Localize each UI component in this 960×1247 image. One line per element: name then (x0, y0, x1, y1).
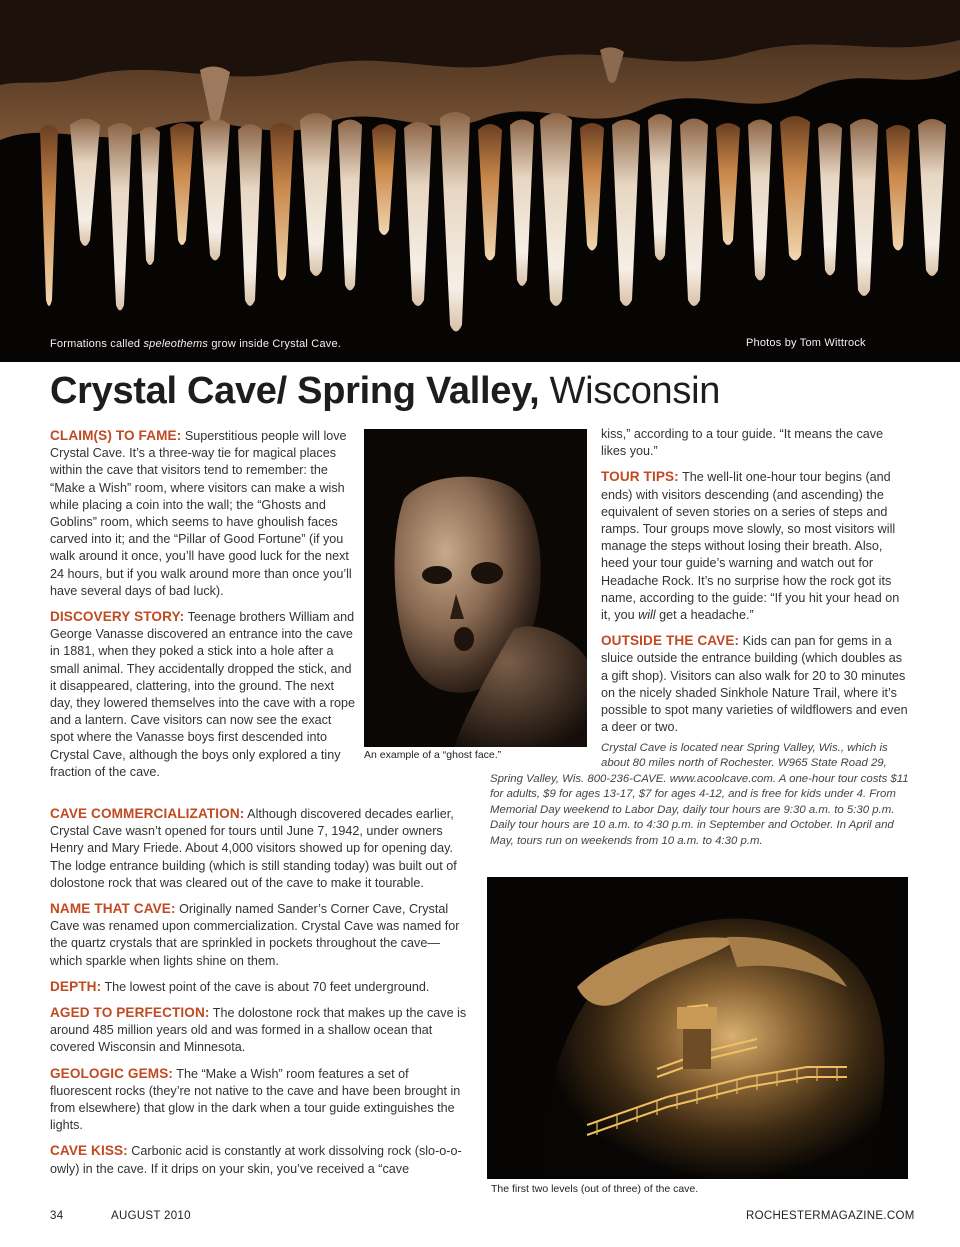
left-column-top (50, 427, 358, 789)
issue-date: AUGUST 2010 (111, 1210, 191, 1222)
website: ROCHESTERMAGAZINE.COM (746, 1210, 915, 1222)
outside-paragraph: OUTSIDE THE CAVE: Kids can pan for gems in a sluice outside the entrance building (which doubles as a gift shop). Visitors can also walk for 20 to 30 minutes on the nicely shaded Sinkhole Nature Trail, where it’s possible to spot many varieties of wildflowers and even a deer or two. (601, 633, 908, 735)
discovery-paragraph: DISCOVERY STORY: Teenage brothers William and George Vanasse discovered an entrance into the cave in 1881, when they poked a stick into a hole after a small animal. They accidentally dropped the stick, and it disappeared, clattering, into the ground. The next day, they lowered themselves into the cave with a rope and a lantern. Cave visitors can now see the exact spot where the Vanasse boys first descended into Crystal Cave, although the boys only explored a tiny fraction of the cave. (50, 609, 355, 779)
right-column (601, 426, 911, 744)
left-column-bottom (50, 805, 470, 1186)
page-number: 34 (50, 1210, 64, 1222)
cave-levels-photo (487, 877, 908, 1179)
kiss-paragraph: CAVE KISS: Carbonic acid is constantly at work dissolving rock (slo-o-o-owly) in the cave. If it drips on your skin, you’ve received a “cave (50, 1143, 462, 1176)
stalactites-image (0, 0, 960, 362)
depth-paragraph: DEPTH: The lowest point of the cave is about 70 feet underground. (50, 978, 430, 994)
info-block-line1: Crystal Cave is located near Spring Valley, Wis., which is about 80 miles north of Rochester. W965 State Road 29, (601, 742, 888, 770)
cave-levels-image (487, 877, 908, 1179)
article-title: Crystal Cave/ Spring Valley, Wisconsin (50, 370, 721, 412)
commercial-paragraph: CAVE COMMERCIALIZATION: Although discovered decades earlier, Crystal Cave wasn’t opened for tours until June 7, 1942, under owners Henry and Mary Friede. About 4,000 visitors showed up for opening day. The lodge entrance building (which is still standing today) was built out of dolostone rock that was cleared out of the cave to make it tourable. (50, 806, 457, 890)
ghost-face-caption: An example of a “ghost face.” (364, 749, 502, 761)
kiss-continued-paragraph: kiss,” according to a tour guide. “It means the cave likes you.” (601, 427, 884, 459)
name-paragraph: NAME THAT CAVE: Originally named Sander’s Corner Cave, Crystal Cave was renamed upon commercialization. Crystal Cave was named for the quartz crystals that are sprinkled in pockets throughout the cave—which sparkle when lights shine on them. (50, 901, 460, 968)
gems-paragraph: GEOLOGIC GEMS: The “Make a Wish” room features a set of fluorescent rocks (they’re not native to the cave and have been brought in from elsewhere) that glow in the dark when a tour guide extinguishes the lights. (50, 1065, 461, 1133)
hero-caption: Formations called speleothems grow inside Crystal Cave. (50, 338, 342, 350)
info-block-line2: Spring Valley, Wis. 800-236-CAVE. www.acoolcave.com. A one-hour tour costs $11 for adults, $9 for ages 13-17, $7 for ages 4-12, and is free for kids under 4. From Memorial Day weekend to Labor Day, daily tour hours are 9:30 a.m. to 5:30 p.m. Daily tour hours are 10 a.m. to 4:30 p.m. in September and October. In April and May, tours run on weekends from 10 a.m. to 4:30 p.m. (490, 773, 909, 847)
hero-photo (0, 0, 960, 362)
cave-levels-caption: The first two levels (out of three) of the cave. (491, 1183, 699, 1195)
ghost-face-photo (364, 429, 587, 747)
photo-credit: Photos by Tom Wittrock (746, 337, 866, 349)
tips-paragraph: TOUR TIPS: The well-lit one-hour tour begins (and ends) with visitors descending (and ascending) the equivalent of seven stories on a series of steps and ramps. Tour groups move slowly, so most visitors will manage the steps without losing their breath. Also, heed your tour guide’s warning and watch out for Headache Rock. It’s no surprise how the rock got its name, according to the guide: “If you hit your head on it, you will get a headache.” (601, 469, 900, 623)
ghost-face-image (364, 429, 587, 747)
aged-paragraph: AGED TO PERFECTION: The dolostone rock that makes up the cave is around 485 million years old and was formed in a shallow ocean that covered Wisconsin and Minnesota. (50, 1005, 467, 1055)
claim-paragraph: CLAIM(S) TO FAME: Superstitious people will love Crystal Cave. It’s a three-way tie for magical places within the cave that visitors tend to remember: the “Make a Wish” room, where visitors can make a wish while placing a coin into the wall; the “Ghosts and Goblins” room, which seems to have ghoulish faces carved into it; and the “Pillar of Good Fortune” (if you walk around it once, you’ll have good luck for the next 24 hours, but if you walk around more than once you’ll have several days of bad luck). (50, 428, 352, 598)
